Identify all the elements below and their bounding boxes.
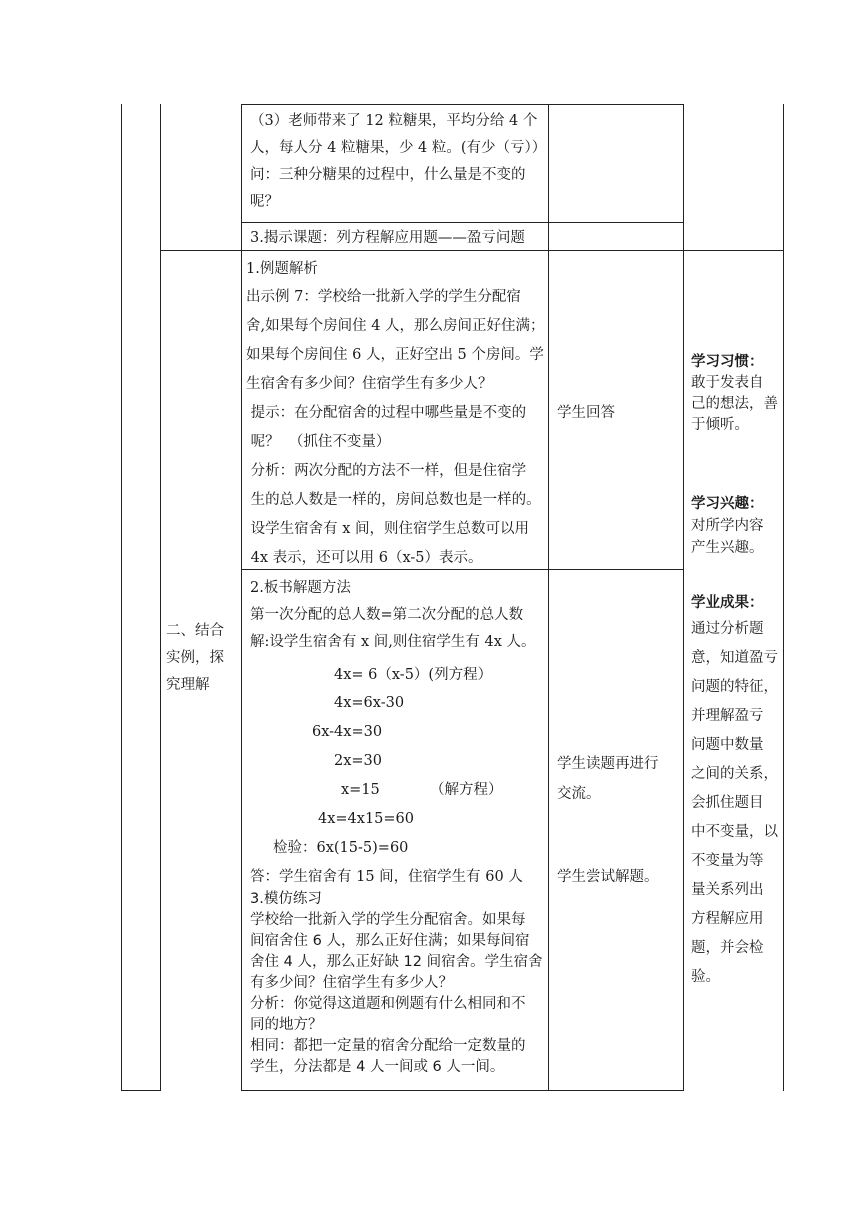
student-discuss-activity xyxy=(557,749,681,809)
equation-7: 检验：6x(15-5)=60 xyxy=(273,840,409,856)
board-line-2: 解:设学生宿舍有 x 间,则住宿学生有 4x 人。 xyxy=(250,634,536,650)
example-line-3: 如果每个房间住 6 人，正好空出 5 个房间。学 xyxy=(246,347,544,363)
content-col-left-border xyxy=(241,104,242,1091)
candy-problem-text xyxy=(250,108,545,216)
example-line-8: 生的总人数是一样的，房间总数也是一样的。 xyxy=(246,492,541,508)
student-answer-activity xyxy=(557,400,677,426)
habit-line-1: 敢于发表自 xyxy=(691,375,764,391)
outcome-line-10: 量关系列出 xyxy=(691,882,764,898)
stage-label xyxy=(166,618,238,699)
board-method-intro xyxy=(250,575,546,656)
candy-line-4: 呢？ xyxy=(250,194,279,210)
board-heading: 2.板书解题方法 xyxy=(250,580,351,596)
equation-2: 4x=6x-30 xyxy=(334,695,405,711)
practice-line-8: 学生，分法都是 4 人一间或 6 人一间。 xyxy=(250,1059,505,1075)
practice-line-6: 同的地方？ xyxy=(250,1017,323,1033)
student-discuss-line-2: 交流。 xyxy=(557,786,601,802)
interest-line-2: 产生兴趣。 xyxy=(691,540,764,556)
habit-title: 学习习惯： xyxy=(691,354,764,370)
habit-line-2: 己的想法，善 xyxy=(691,396,778,412)
stage-label-line-3: 究理解 xyxy=(166,677,210,693)
equation-3: 6x-4x=30 xyxy=(312,724,383,740)
practice-line-5: 分析：你觉得这道题和例题有什么相同和不 xyxy=(250,996,526,1012)
interest-line-1: 对所学内容 xyxy=(691,518,764,534)
outcome-line-8: 中不变量，以 xyxy=(691,824,778,840)
outcome-line-1: 通过分析题 xyxy=(691,621,764,637)
student-answer-text: 学生回答 xyxy=(557,405,615,421)
example-heading: 1.例题解析 xyxy=(246,261,318,277)
bottom-border-content xyxy=(241,1090,684,1091)
example-line-5: 提示：在分配宿舍的过程中哪些量是不变的 xyxy=(246,405,527,421)
example-line-4: 生宿舍有多少间？住宿学生有多少人？ xyxy=(246,376,493,392)
example-analysis xyxy=(246,256,546,573)
outcome-title: 学业成果： xyxy=(691,595,764,611)
example-line-10: 4x 表示，还可以用 6（x-5）表示。 xyxy=(246,550,483,566)
stage-col-left-border xyxy=(160,104,161,1091)
outcome-line-7: 会抓住题目 xyxy=(691,795,764,811)
bottom-border-left xyxy=(121,1090,161,1091)
equation-6: 4x=4x15=60 xyxy=(318,811,415,827)
student-discuss-line-1: 学生读题再进行 xyxy=(557,756,659,772)
activity-col-left-border xyxy=(548,104,549,1091)
top-border-inner xyxy=(241,104,684,105)
row-divider-topic xyxy=(241,222,684,223)
candy-line-1: （3）老师带来了 12 粒糖果，平均分给 4 个 xyxy=(250,113,538,129)
stage-label-line-2: 实例，探 xyxy=(166,650,224,666)
outcome-line-13: 验。 xyxy=(691,969,720,985)
outcome-line-9: 不变量为等 xyxy=(691,853,764,869)
habit-evaluation xyxy=(691,352,781,436)
outer-left-border xyxy=(121,104,122,1091)
equation-5: x=15 xyxy=(341,782,380,798)
outcome-line-5: 问题中数量 xyxy=(691,737,764,753)
activity-col-right-border xyxy=(683,104,684,1091)
board-line-1: 第一次分配的总人数=第二次分配的总人数 xyxy=(250,607,524,623)
outcome-line-12: 题，并会检 xyxy=(691,940,764,956)
outcome-line-2: 意，知道盈亏 xyxy=(691,650,778,666)
student-solve-text: 学生尝试解题。 xyxy=(557,869,659,885)
candy-line-3: 问：三种分糖果的过程中，什么量是不变的 xyxy=(250,167,526,183)
habit-line-3: 于倾听。 xyxy=(691,417,749,433)
solve-note: （解方程） xyxy=(430,782,503,798)
practice-line-7: 相同：都把一定量的宿舍分配给一定数量的 xyxy=(250,1038,526,1054)
example-line-2: 舍,如果每个房间住 4 人，那么房间正好住满； xyxy=(246,318,545,334)
outcome-line-4: 并理解盈亏 xyxy=(691,708,764,724)
equation-1: 4x= 6（x-5）(列方程） xyxy=(334,667,493,683)
practice-line-2: 间宿舍住 6 人，那么正好住满；如果每间宿 xyxy=(250,933,530,949)
answer-line xyxy=(250,864,546,890)
example-line-9: 设学生宿舍有 x 间，则住宿学生总数可以用 xyxy=(246,521,530,537)
practice-line-3: 舍住 4 人，那么正好缺 12 间宿舍。学生宿舍 xyxy=(250,954,543,970)
example-line-6: 呢？ （抓住不变量） xyxy=(246,434,391,450)
interest-evaluation xyxy=(691,493,781,559)
equation-4: 2x=30 xyxy=(334,753,383,769)
stage-label-line-1: 二、结合 xyxy=(166,623,224,639)
practice-line-1: 学校给一批新入学的学生分配宿舍。如果每 xyxy=(250,912,526,928)
candy-line-2: 人，每人分 4 粒糖果，少 4 粒。(有少（亏）） xyxy=(250,140,547,156)
student-solve-activity xyxy=(557,864,681,890)
outcome-evaluation xyxy=(691,591,781,992)
outcome-line-6: 之间的关系， xyxy=(691,766,778,782)
answer-text: 答：学生宿舍有 15 间，住宿学生有 60 人 xyxy=(250,869,523,885)
reveal-topic xyxy=(250,225,545,251)
example-line-7: 分析：两次分配的方法不一样，但是住宿学 xyxy=(246,463,527,479)
practice-block xyxy=(250,889,546,1078)
interest-title: 学习兴趣： xyxy=(691,496,764,512)
practice-line-4: 有多少间？住宿学生有多少人？ xyxy=(250,975,453,991)
outer-right-border xyxy=(783,104,784,1091)
reveal-topic-text: 3.揭示课题：列方程解应用题——盈亏问题 xyxy=(250,230,525,246)
practice-heading: 3.模仿练习 xyxy=(250,891,322,907)
example-line-1: 出示例 7：学校给一批新入学的学生分配宿 xyxy=(246,289,521,305)
outcome-line-3: 问题的特征， xyxy=(691,679,778,695)
outcome-line-11: 方程解应用 xyxy=(691,911,764,927)
